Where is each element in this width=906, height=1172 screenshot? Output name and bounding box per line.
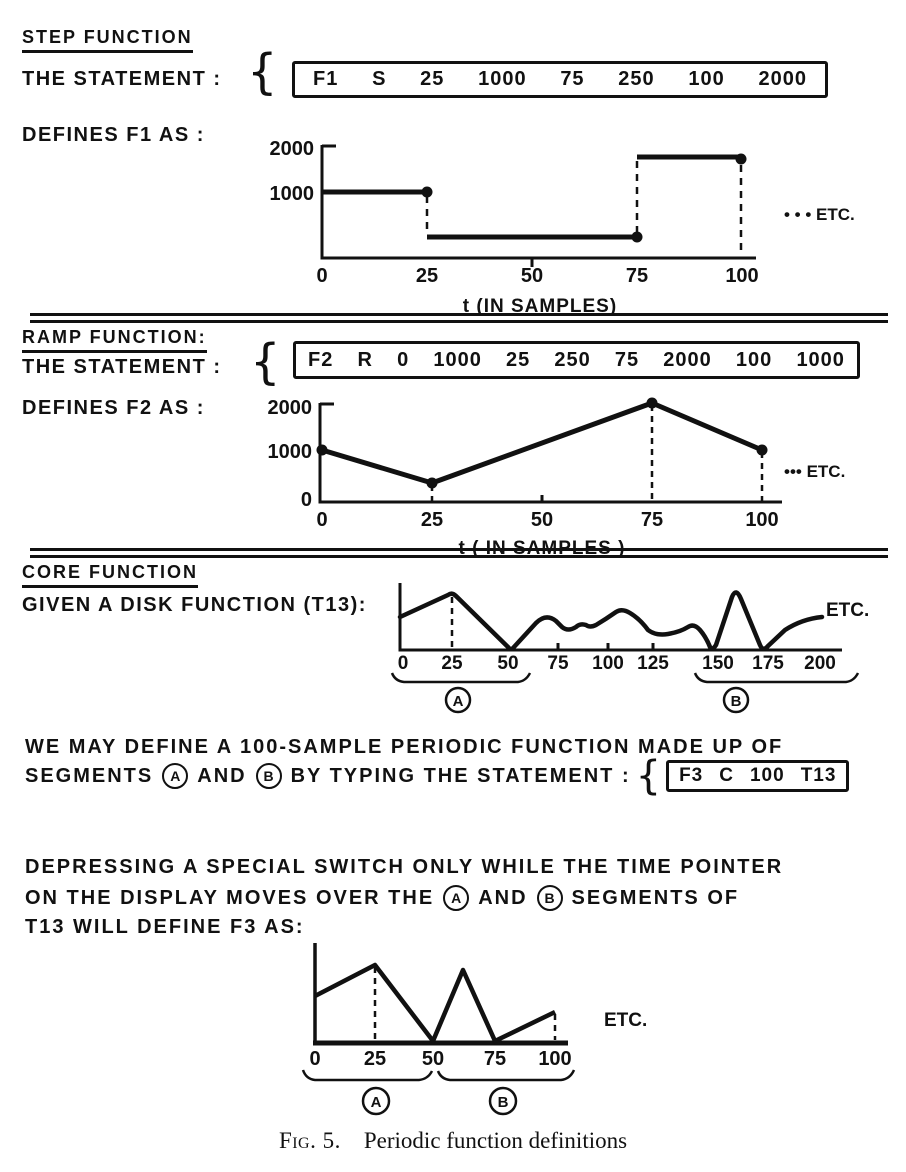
y-tick-label: 1000 bbox=[269, 183, 314, 205]
x-tick-label: 50 bbox=[421, 1048, 445, 1070]
segment-b-circle: B bbox=[537, 885, 563, 911]
y-tick-label: 2000 bbox=[269, 138, 314, 160]
step-plot bbox=[240, 132, 900, 322]
statement-token: T13 bbox=[800, 765, 837, 786]
statement-token: 100 bbox=[688, 68, 725, 90]
statement-token: S bbox=[372, 68, 387, 90]
segment-b-letter: B bbox=[730, 693, 742, 710]
step-section-title: STEP FUNCTION bbox=[22, 27, 193, 53]
ramp-plot-axes bbox=[320, 403, 782, 502]
data-point-marker bbox=[647, 398, 658, 409]
statement-token: 2000 bbox=[758, 68, 807, 90]
core-given-label: GIVEN A DISK FUNCTION (T13): bbox=[22, 594, 367, 616]
data-point-marker bbox=[736, 154, 747, 165]
paragraph1-line2 bbox=[25, 753, 849, 799]
x-tick-label: 25 bbox=[441, 653, 463, 674]
f3-plot bbox=[298, 938, 688, 1123]
segment-a-letter: A bbox=[452, 693, 464, 710]
statement-token: F2 bbox=[308, 348, 334, 371]
y-tick-label: 1000 bbox=[267, 441, 312, 463]
x-tick-label: 25 bbox=[415, 265, 439, 287]
statement-token: 75 bbox=[614, 348, 640, 371]
caption-number: Fig. 5. bbox=[278, 1128, 341, 1153]
etc-label: ••• ETC. bbox=[784, 462, 846, 481]
paragraph1-line1: WE MAY DEFINE A 100-SAMPLE PERIODIC FUNCTION MADE UP OF bbox=[25, 736, 784, 758]
segment-b-brace bbox=[695, 673, 858, 682]
statement-token: 2000 bbox=[663, 348, 712, 371]
caption-text: Periodic function definitions bbox=[363, 1128, 628, 1153]
paragraph1-line2-post: BY TYPING THE STATEMENT : bbox=[290, 764, 631, 787]
x-tick-label: 0 bbox=[316, 265, 328, 287]
ramp-statement-brace: { bbox=[250, 334, 281, 390]
step-defines-label: DEFINES F1 AS : bbox=[22, 124, 205, 146]
segment-b-letter: B bbox=[497, 1094, 509, 1111]
x-tick-label: 0 bbox=[316, 509, 328, 531]
x-tick-label: 50 bbox=[520, 265, 544, 287]
data-point-marker bbox=[422, 187, 433, 198]
x-tick-label: 0 bbox=[397, 653, 409, 674]
statement-token: 1000 bbox=[478, 68, 527, 90]
step-plot-axes bbox=[322, 145, 756, 258]
statement-token: 250 bbox=[618, 68, 655, 90]
x-tick-label: 100 bbox=[725, 265, 759, 287]
statement-token: F3 bbox=[679, 765, 704, 786]
x-tick-label: 75 bbox=[640, 509, 664, 531]
data-point-marker bbox=[427, 478, 438, 489]
section-divider bbox=[30, 313, 888, 323]
paragraph1-line2-pre: SEGMENTS bbox=[25, 764, 154, 787]
x-axis-label: t (IN SAMPLES) bbox=[462, 296, 618, 317]
statement-token: 25 bbox=[420, 68, 445, 90]
segment-b-circle: B bbox=[256, 763, 282, 789]
paragraph2-line2-pre: ON THE DISPLAY MOVES OVER THE bbox=[25, 886, 435, 909]
y-tick-label: 2000 bbox=[267, 397, 312, 419]
f3-statement-brace: { bbox=[635, 753, 662, 799]
x-tick-label: 75 bbox=[625, 265, 649, 287]
ramp-defines-label: DEFINES F2 AS : bbox=[22, 397, 205, 419]
paragraph2-line2 bbox=[25, 884, 739, 912]
statement-token: 250 bbox=[554, 348, 591, 371]
statement-token: C bbox=[719, 765, 734, 786]
x-tick-label: 100 bbox=[538, 1048, 572, 1070]
paragraph2-line3: T13 WILL DEFINE F3 AS: bbox=[25, 916, 305, 938]
segment-a-circle: A bbox=[443, 885, 469, 911]
statement-token: 0 bbox=[397, 348, 410, 371]
f3-curve bbox=[315, 965, 555, 1041]
disk-function-curve bbox=[400, 592, 822, 649]
statement-token: 75 bbox=[560, 68, 585, 90]
x-tick-label: 25 bbox=[420, 509, 444, 531]
paragraph2-line1: DEPRESSING A SPECIAL SWITCH ONLY WHILE THE TIME POINTER bbox=[25, 856, 784, 878]
data-point-marker bbox=[757, 445, 768, 456]
paragraph2-line2-post: SEGMENTS OF bbox=[571, 886, 740, 909]
x-tick-label: 25 bbox=[363, 1048, 387, 1070]
paragraph2-line2-and: AND bbox=[478, 886, 528, 909]
core-section-title: CORE FUNCTION bbox=[22, 562, 198, 588]
ramp-section-title: RAMP FUNCTION: bbox=[22, 327, 207, 353]
x-tick-label: 0 bbox=[309, 1048, 321, 1070]
disk-function-plot bbox=[390, 573, 906, 725]
paragraph1-line2-and: AND bbox=[197, 764, 247, 787]
x-tick-label: 100 bbox=[745, 509, 779, 531]
step-statement-brace: { bbox=[247, 44, 278, 100]
x-tick-label: 150 bbox=[702, 653, 734, 674]
statement-token: R bbox=[357, 348, 373, 371]
data-point-marker bbox=[317, 445, 328, 456]
segment-a-brace bbox=[392, 673, 530, 682]
x-tick-label: 75 bbox=[547, 653, 569, 674]
statement-token: 1000 bbox=[433, 348, 482, 371]
statement-token: 100 bbox=[735, 348, 773, 371]
ramp-line bbox=[322, 403, 762, 483]
x-tick-label: 50 bbox=[530, 509, 554, 531]
etc-label: ETC. bbox=[826, 600, 870, 621]
ramp-plot bbox=[240, 393, 900, 563]
x-tick-label: 75 bbox=[483, 1048, 507, 1070]
statement-token: 100 bbox=[749, 765, 785, 786]
segment-b-brace bbox=[438, 1070, 574, 1080]
figure-caption bbox=[0, 1128, 906, 1154]
ramp-statement-box bbox=[293, 341, 860, 379]
segment-a-letter: A bbox=[370, 1094, 382, 1111]
section-divider bbox=[30, 548, 888, 558]
step-statement-box bbox=[292, 61, 828, 98]
step-statement-label: THE STATEMENT : bbox=[22, 68, 222, 90]
x-tick-label: 200 bbox=[804, 653, 836, 674]
segment-a-brace bbox=[303, 1070, 432, 1080]
statement-token: F1 bbox=[313, 68, 339, 90]
ramp-statement-label: THE STATEMENT : bbox=[22, 356, 222, 378]
x-tick-label: 125 bbox=[637, 653, 669, 674]
y-tick-label: 0 bbox=[300, 489, 312, 511]
statement-token: 1000 bbox=[796, 348, 845, 371]
x-tick-label: 50 bbox=[497, 653, 519, 674]
segment-a-circle: A bbox=[162, 763, 188, 789]
etc-label: • • • ETC. bbox=[784, 205, 855, 224]
f3-statement-box bbox=[666, 760, 849, 792]
data-point-marker bbox=[632, 232, 643, 243]
statement-token: 25 bbox=[505, 348, 531, 371]
x-axis-label: t ( IN SAMPLES ) bbox=[458, 538, 626, 559]
etc-label: ETC. bbox=[604, 1010, 648, 1031]
x-tick-label: 100 bbox=[592, 653, 624, 674]
x-tick-label: 175 bbox=[752, 653, 784, 674]
